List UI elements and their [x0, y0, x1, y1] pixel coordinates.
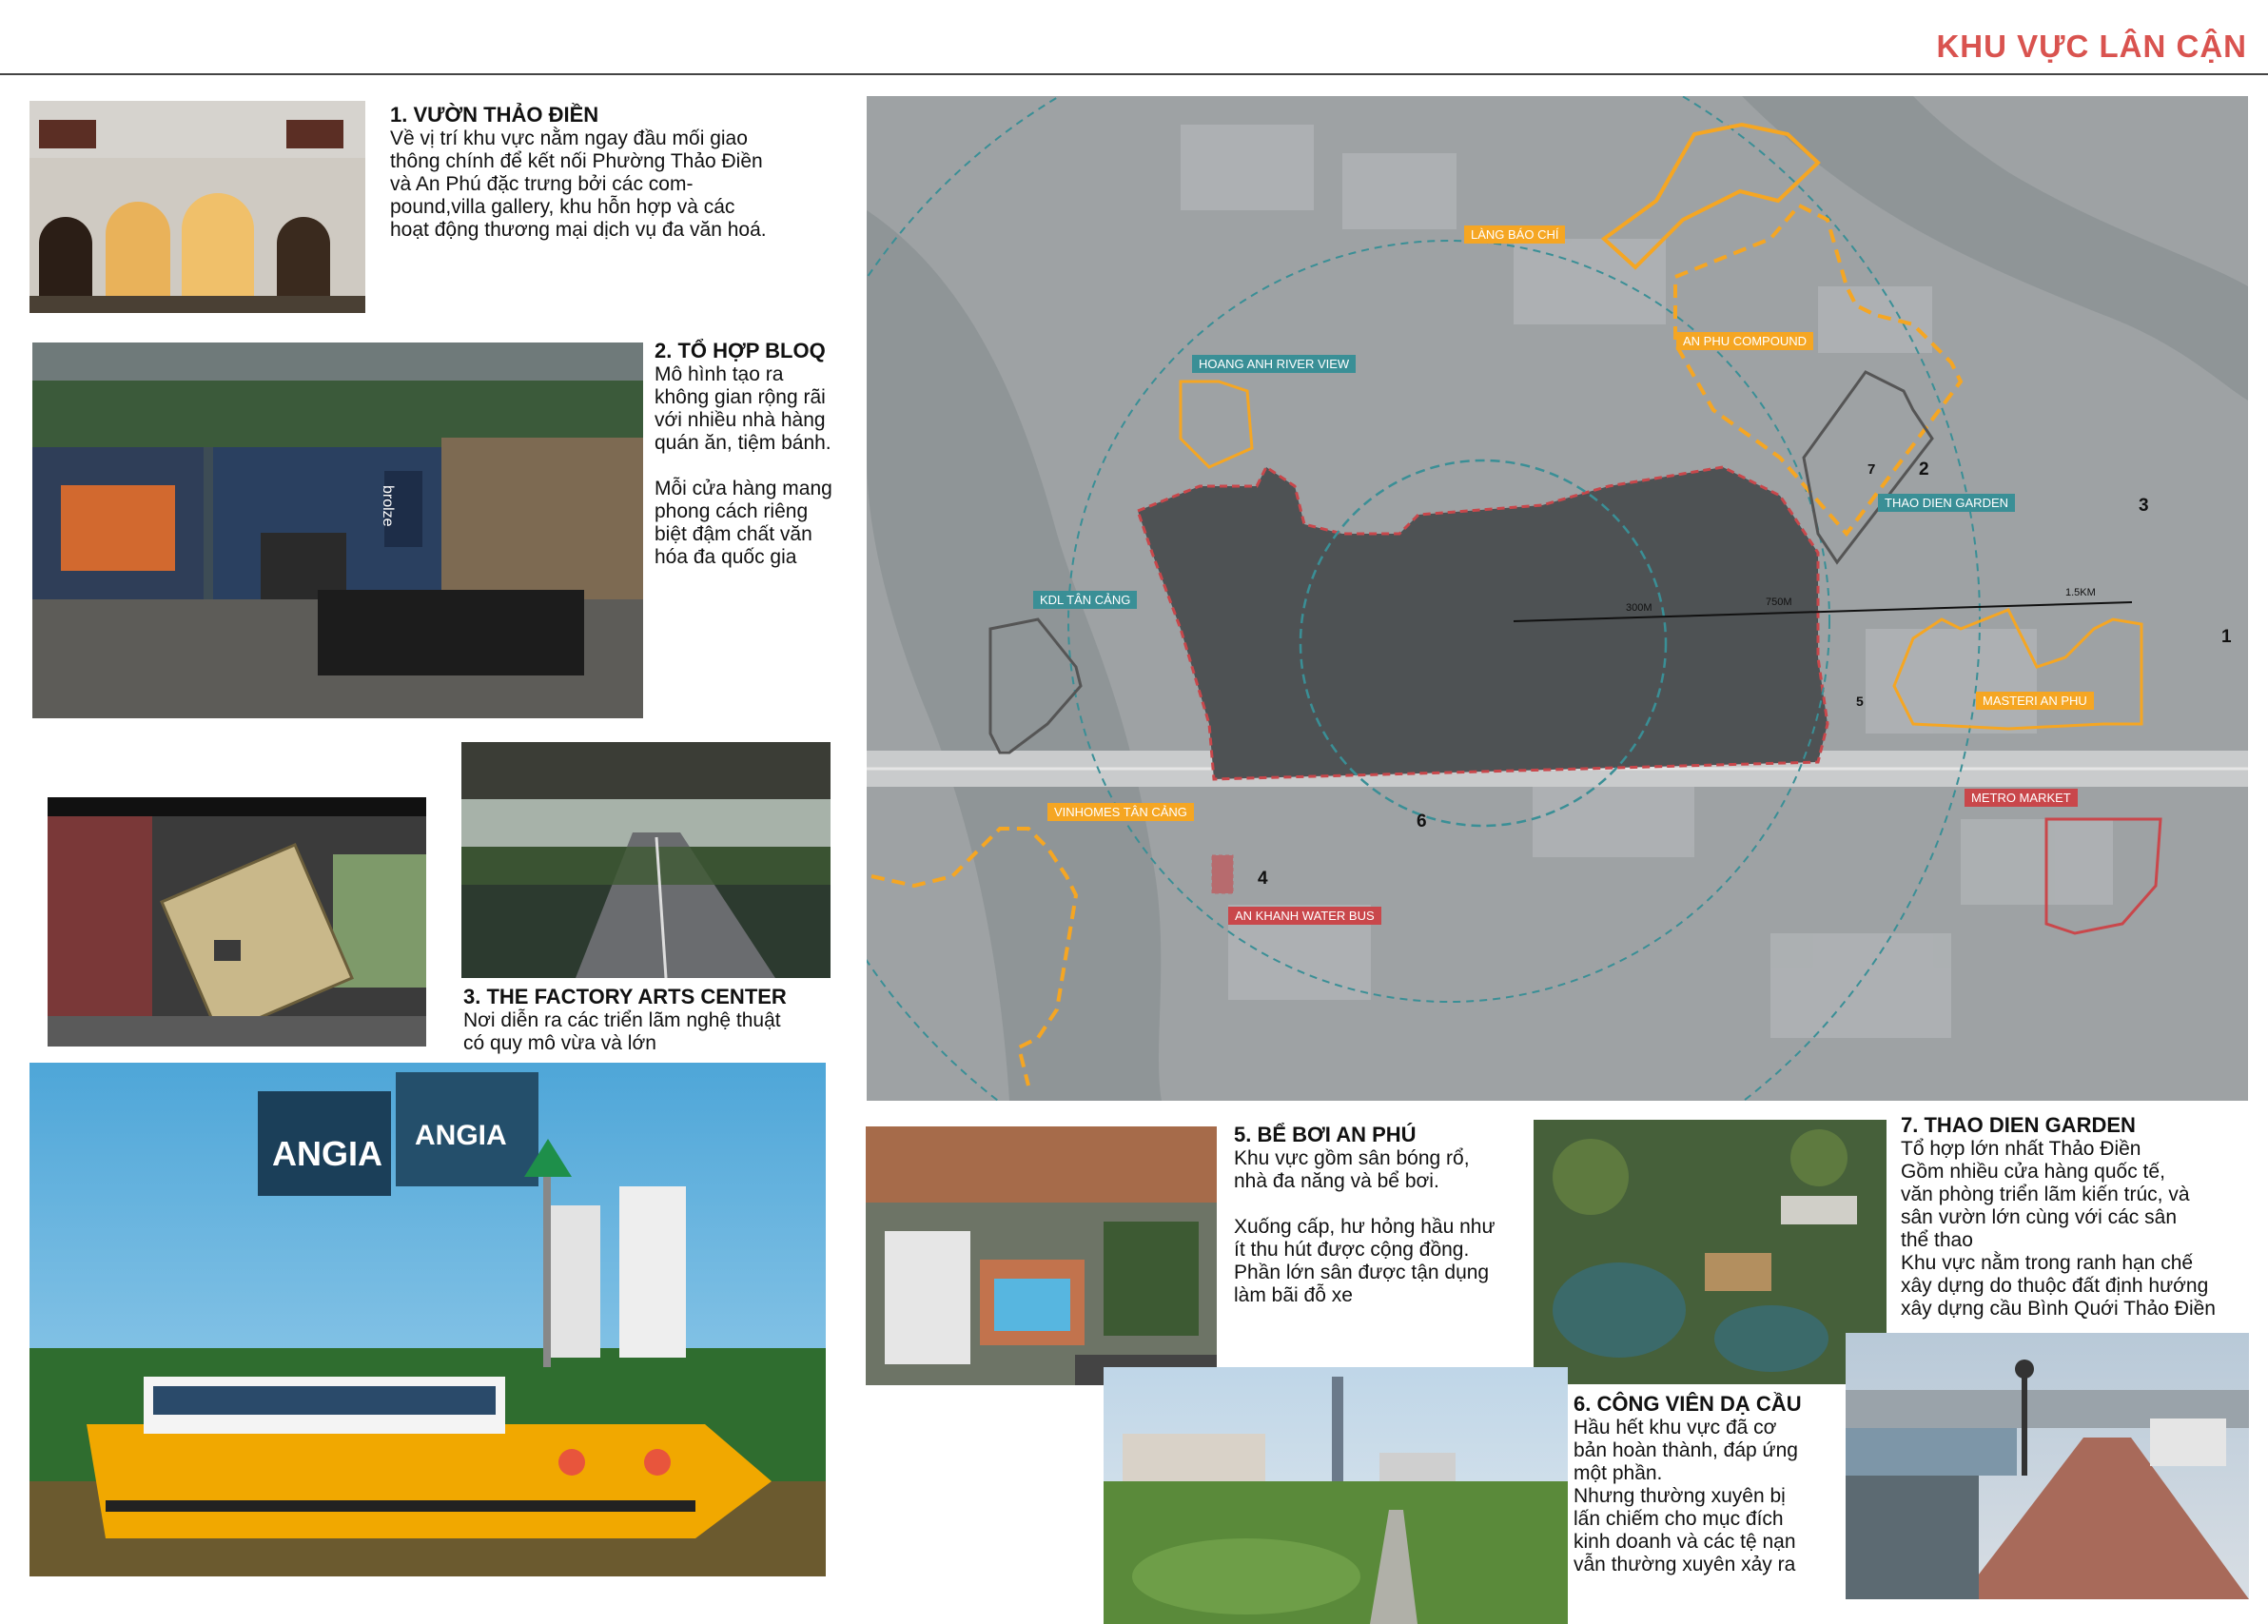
photo-vuon-thao-dien — [29, 101, 365, 313]
caption-2-text: Mô hình tạo ra không gian rộng rãi với nhiều nhà hàng quán ăn, tiệm bánh. Mỗi cửa hàng mang phong cách riêng biệt đậm chất văn hóa đa quốc gia — [655, 363, 832, 568]
distance-1-5km: 1.5KM — [2065, 587, 2096, 598]
factory-container-illustration — [48, 797, 426, 1047]
map-label-masteri-an-phu: MASTERI AN PHU — [1976, 692, 2094, 710]
caption-1-text: Về vị trí khu vực nằm ngay đầu mối giao thông chính để kết nối Phường Thảo Điền và An Phú đặc trưng bởi các com- pound,villa gallery, khu hỗn hợp và các hoạt động thương mại dịch vụ đa văn hoá. — [390, 127, 767, 241]
caption-6-title: 6. CÔNG VIÊN DẠ CẦU — [1574, 1392, 1802, 1416]
photo-thao-dien-garden-walkway — [1846, 1333, 2249, 1599]
billboard-2-text: ANGIA — [415, 1120, 507, 1151]
cong-vien-illustration — [1104, 1367, 1568, 1624]
caption-7 — [1901, 1113, 2253, 1321]
map-number-1: 1 — [2221, 627, 2232, 647]
garden-aerial-illustration — [1534, 1120, 1887, 1384]
factory-road-illustration — [461, 742, 831, 978]
header-divider — [0, 73, 2268, 75]
map-number-4: 4 — [1258, 869, 1268, 889]
caption-3 — [463, 985, 844, 1055]
photo-factory-container — [48, 797, 426, 1047]
map-label-kdl-tan-cang: KDL TÂN CẢNG — [1033, 591, 1137, 609]
map-label-metro-market: METRO MARKET — [1965, 789, 2078, 807]
caption-6 — [1574, 1392, 1830, 1576]
map-label-vinhomes-tan-cang: VINHOMES TÂN CẢNG — [1047, 803, 1194, 821]
bloq-sign: brolze — [380, 485, 396, 527]
caption-3-text: Nơi diễn ra các triển lãm nghệ thuật có quy mô vừa và lớn — [463, 1009, 781, 1054]
caption-1 — [390, 103, 818, 242]
map-label-hoang-anh-river-view: HOANG ANH RIVER VIEW — [1192, 355, 1356, 373]
caption-1-title: 1. VƯỜN THẢO ĐIỀN — [390, 103, 599, 127]
be-boi-illustration — [866, 1126, 1217, 1385]
caption-5-text: Khu vực gồm sân bóng rổ, nhà đa năng và bể bơi. Xuống cấp, hư hỏng hầu như ít thu hút được cộng đồng. Phần lớn sân được tận dụng làm bãi đỗ xe — [1234, 1147, 1496, 1306]
caption-7-title: 7. THAO DIEN GARDEN — [1901, 1113, 2136, 1137]
map-label-lang-bao-chi: LÀNG BÁO CHÍ — [1464, 225, 1565, 244]
distance-300m: 300M — [1626, 602, 1652, 614]
photo-thao-dien-garden-aerial — [1534, 1120, 1887, 1384]
caption-5 — [1234, 1123, 1538, 1307]
photo-be-boi-an-phu — [866, 1126, 1217, 1385]
photo-factory-road — [461, 742, 831, 978]
caption-2-title: 2. TỔ HỢP BLOQ — [655, 339, 826, 362]
map-number-3: 3 — [2139, 496, 2149, 516]
vuon-thao-dien-illustration — [29, 101, 365, 313]
distance-750m: 750M — [1766, 597, 1792, 608]
map-label-an-khanh-water-bus: AN KHANH WATER BUS — [1228, 907, 1381, 925]
map-label-thao-dien-garden: THAO DIEN GARDEN — [1878, 494, 2015, 512]
map-number-5: 5 — [1856, 694, 1864, 709]
caption-3-title: 3. THE FACTORY ARTS CENTER — [463, 985, 787, 1008]
page-title: KHU VỰC LÂN CẬN — [1936, 29, 2247, 64]
caption-7-text: Tổ hợp lớn nhất Thảo Điền Gồm nhiều cửa hàng quốc tế, văn phòng triển lãm kiến trúc, và sân vườn lớn cùng với các sân thể thao Khu vực nằm trong ranh hạn chế xây dựng do thuộc đất định hướng xây dựng cầu Bình Quới Thảo Điền — [1901, 1138, 2216, 1320]
map-label-an-phu-compound: AN PHU COMPOUND — [1676, 332, 1813, 350]
photo-to-hop-bloq — [32, 342, 643, 718]
caption-6-text: Hầu hết khu vực đã cơ bản hoàn thành, đáp ứng một phần. Nhưng thường xuyên bị lấn chiếm cho mục đích kinh doanh và các tệ nạn vẫn thường xuyên xảy ra — [1574, 1417, 1798, 1575]
map-number-6: 6 — [1417, 812, 1427, 832]
photo-cong-vien-da-cau — [1104, 1367, 1568, 1624]
photo-water-bus — [29, 1063, 826, 1576]
map-number-7: 7 — [1867, 461, 1876, 478]
site-map — [867, 96, 2248, 1101]
billboard-1-text: ANGIA — [272, 1134, 382, 1173]
map-number-2: 2 — [1919, 460, 1929, 479]
caption-5-title: 5. BỂ BƠI AN PHÚ — [1234, 1123, 1417, 1146]
walkway-illustration — [1846, 1333, 2249, 1599]
bloq-illustration — [32, 342, 643, 718]
caption-2 — [655, 339, 856, 569]
